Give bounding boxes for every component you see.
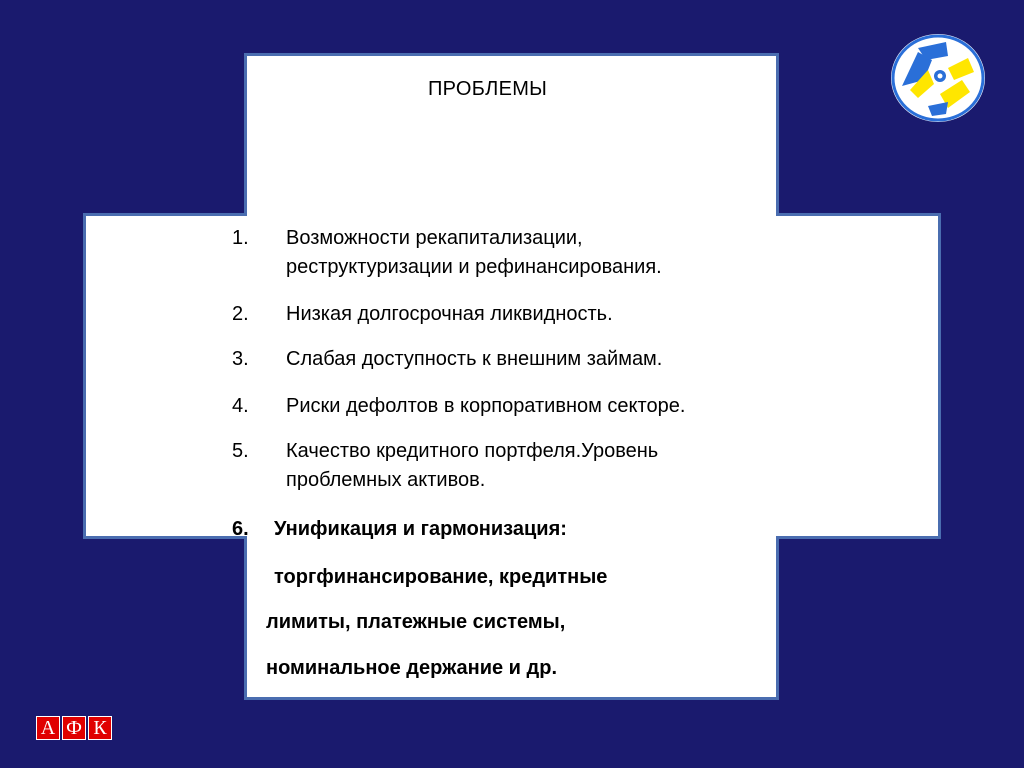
list-item-bold bbox=[232, 515, 812, 544]
afk-badge bbox=[36, 716, 112, 740]
list-item-text: Слабая доступность к внешним займам. bbox=[286, 348, 663, 370]
badge-letter: А bbox=[36, 716, 60, 740]
list-item-line: Качество кредитного портфеля.Уровень bbox=[286, 440, 659, 462]
list-item-number: 1. bbox=[232, 227, 249, 249]
list-item-line: Возможности рекапитализации, bbox=[286, 227, 583, 249]
list-item-line: проблемных активов. bbox=[286, 469, 486, 491]
list-item-line: реструктуризации и рефинансирования. bbox=[286, 256, 662, 278]
list-item-continuation: торгфинансирование, кредитные bbox=[274, 566, 608, 588]
slide-title: ПРОБЛЕМЫ bbox=[428, 78, 548, 100]
ring-emblem-icon bbox=[888, 30, 988, 126]
logo-graphic bbox=[888, 30, 988, 126]
list-item-number: 3. bbox=[232, 348, 249, 370]
list-item bbox=[232, 392, 812, 421]
list-item-continuation: номинальное держание и др. bbox=[266, 657, 557, 679]
list-item-text: Риски дефолтов в корпоративном секторе. bbox=[286, 395, 686, 417]
list-item bbox=[232, 224, 812, 282]
list-item-text bbox=[286, 224, 806, 282]
list-item-number: 2. bbox=[232, 303, 249, 325]
badge-letter: Ф bbox=[62, 716, 86, 740]
badge-letter: К bbox=[88, 716, 112, 740]
list-item-text: Низкая долгосрочная ликвидность. bbox=[286, 303, 613, 325]
list-item-number: 5. bbox=[232, 440, 249, 462]
list-item-heading: Унификация и гармонизация: bbox=[274, 518, 567, 540]
list-item-number: 6. bbox=[232, 518, 249, 540]
list-item bbox=[232, 437, 812, 495]
list-item-number: 4. bbox=[232, 395, 249, 417]
list-item-text bbox=[286, 437, 806, 495]
list-item bbox=[232, 300, 812, 329]
list-item bbox=[232, 345, 812, 374]
list-item-continuation: лимиты, платежные системы, bbox=[266, 611, 566, 633]
